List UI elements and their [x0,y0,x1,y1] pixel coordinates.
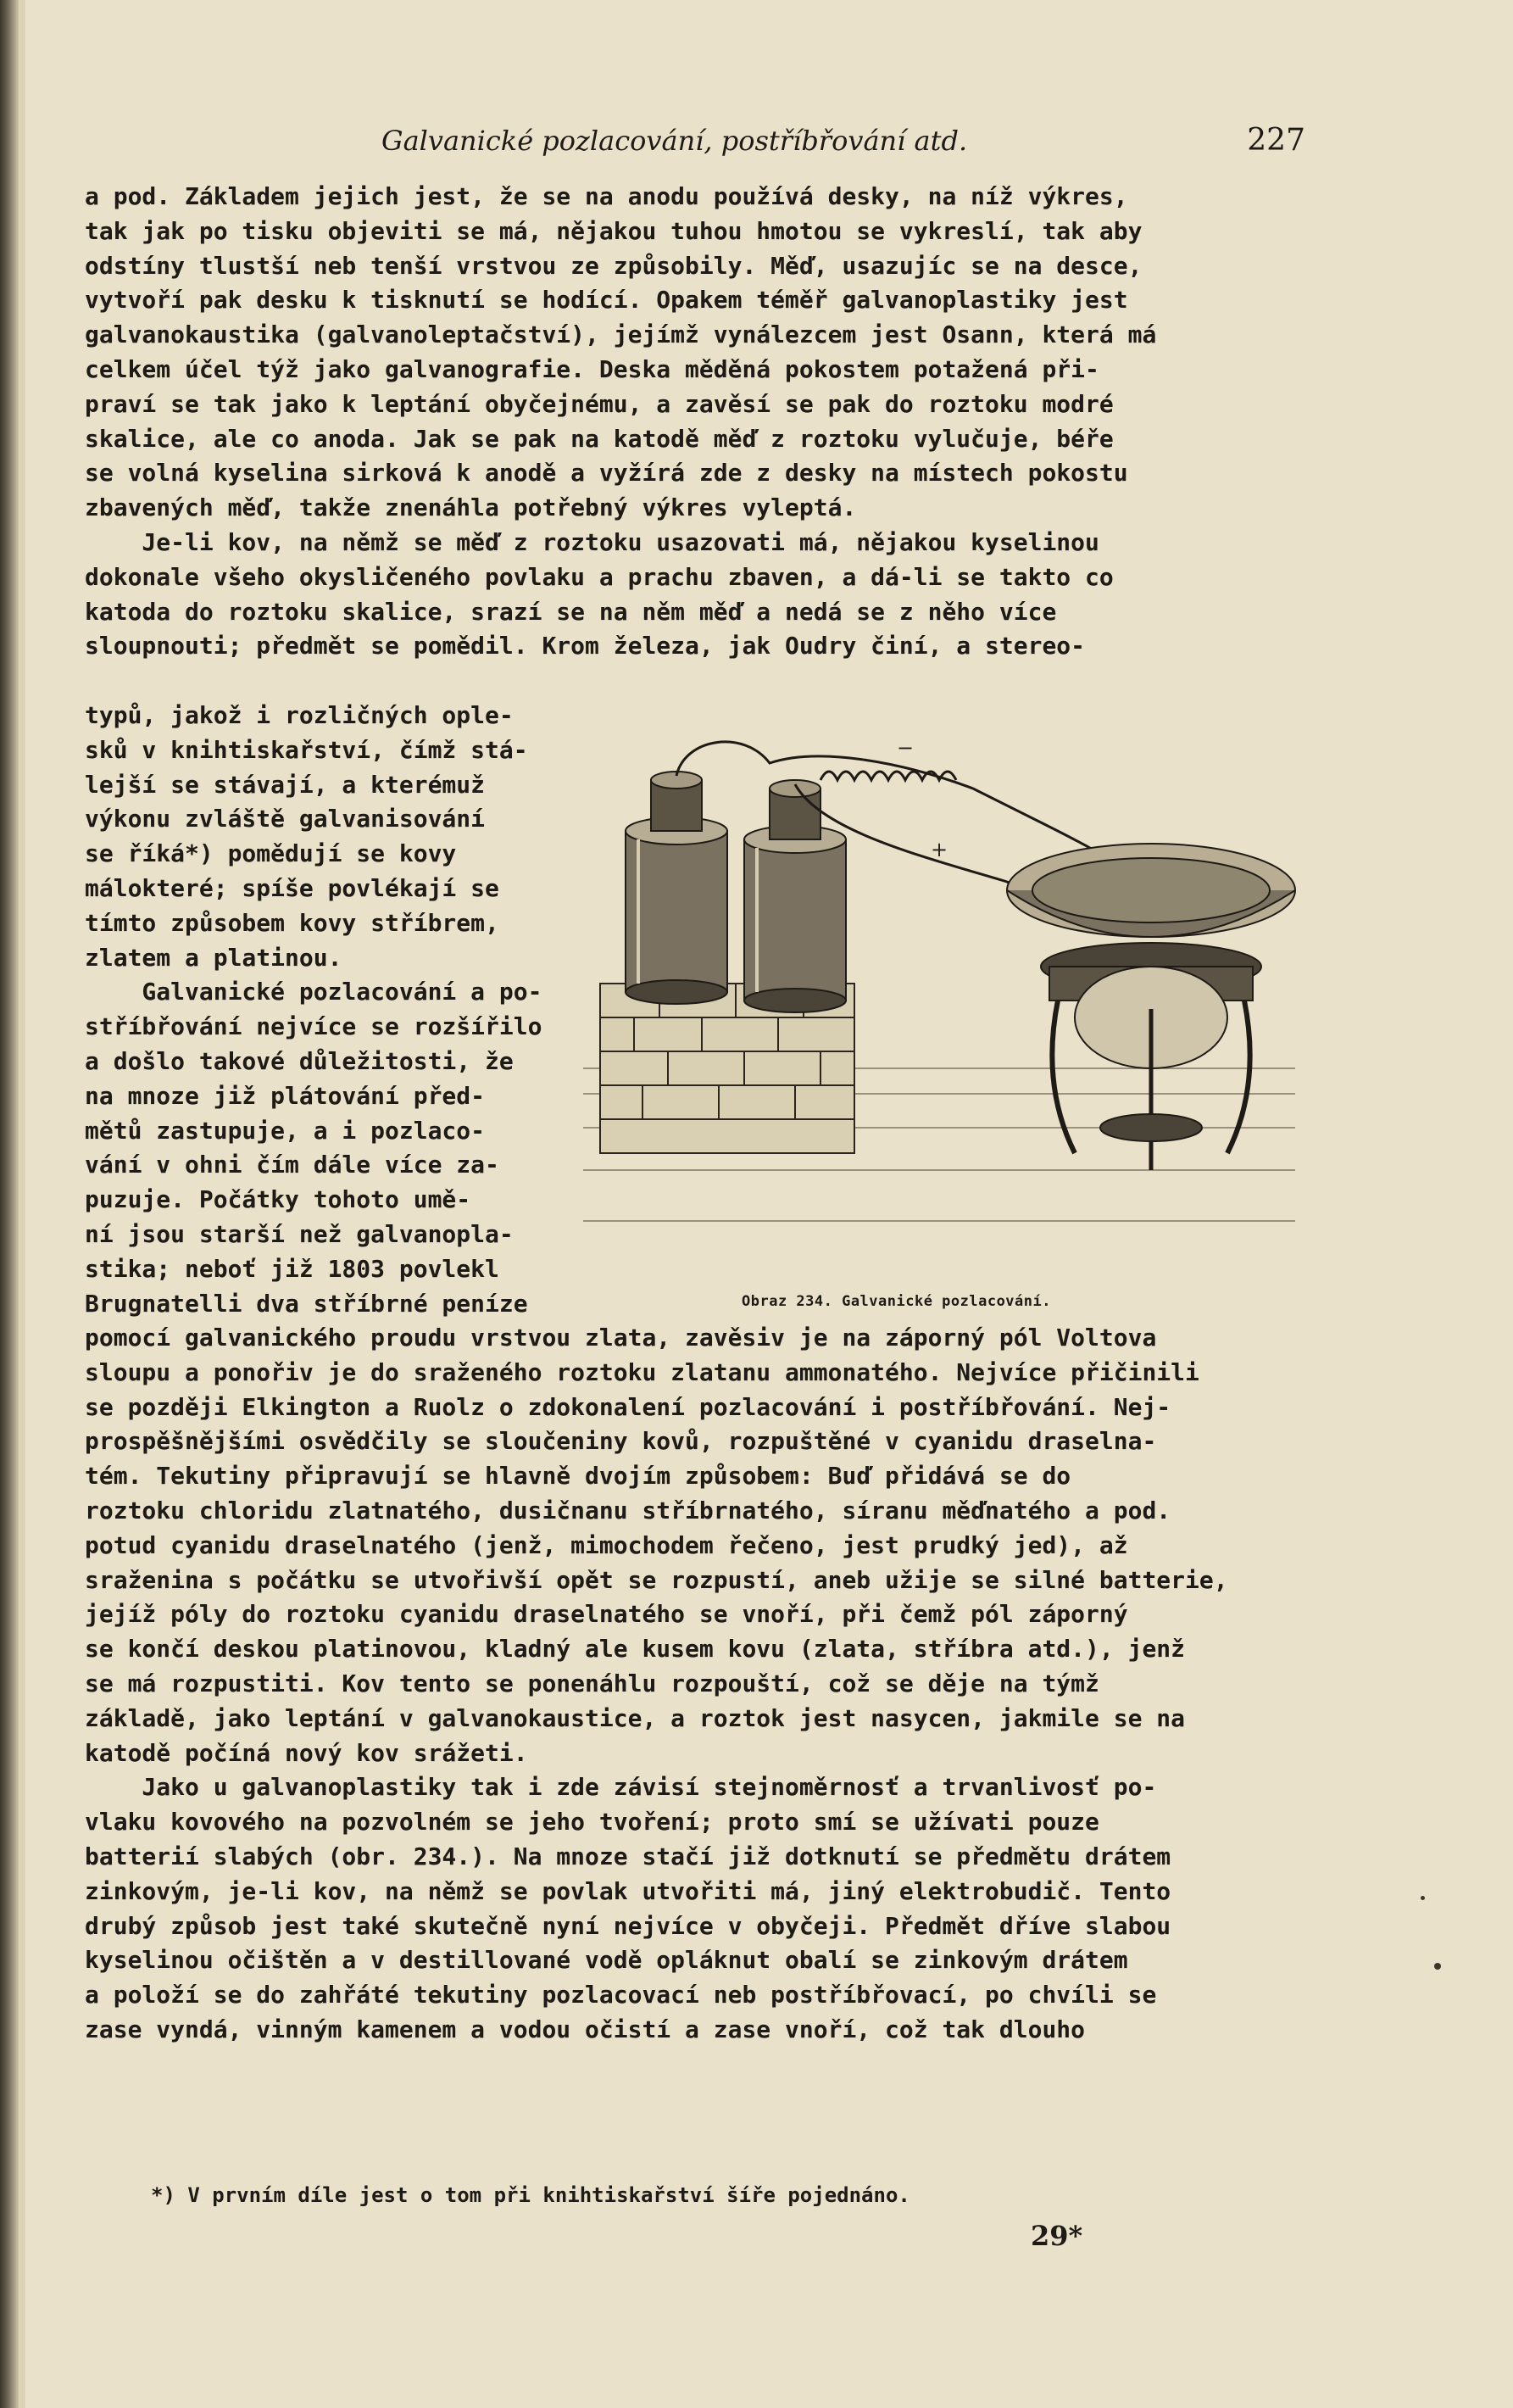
text-line: skalice, ale co anoda. Jak se pak na katodě měď z roztoku vylučuje, béře [85,424,1114,453]
text-line: a položí se do zahřáté tekutiny pozlacovací neb postříbřovací, po chvíli se [85,1981,1157,2009]
text-line: drubý způsob jest také skutečně nyní nejvíce v obyčeji. Předmět dříve slabou [85,1911,1171,1940]
text-line: mětů zastupuje, a i pozlaco- [85,1116,486,1145]
text-line: zinkovým, je-li kov, na němž se povlak utvořiti má, jiný elektrobudič. Tento [85,1876,1171,1905]
text-line: dokonale všeho okysličeného povlaku a prachu zbaven, a dá-li se takto co [85,562,1114,591]
text-block-bottom [85,1321,1307,2048]
text-line: se volná kyselina sirková k anodě a vyžírá zde z desky na místech pokostu [85,459,1128,488]
text-line: odstíny tlustší neb tenší vrstvou ze způsobily. Měď, usazujíc se na desce, [85,251,1143,280]
text-line: vlaku kovového na pozvolném se jeho tvoření; proto smí se užívati pouze [85,1808,1099,1837]
text-line: tímto způsobem kovy stříbrem, [85,908,499,937]
text-line: se má rozpustiti. Kov tento se ponenáhlu rozpouští, což se děje na týmž [85,1669,1099,1697]
signature-mark: 29* [1031,2220,1083,2252]
text-line: a pod. Základem jejich jest, že se na anodu používá desky, na níž výkres, [85,182,1128,210]
text-line: kyselinou očištěn a v destillované vodě opláknut obalí se zinkovým drátem [85,1946,1128,1975]
text-line: stika; neboť již 1803 povlekl [85,1254,499,1283]
text-line: se říká*) pomědují se kovy [85,839,457,868]
text-line: celkem účel týž jako galvanografie. Deska měděná pokostem potažená při- [85,354,1099,383]
text-line: vání v ohni čím dále více za- [85,1151,499,1179]
text-line: roztoku chloridu zlatnatého, dusičnanu stříbrnatého, síranu měďnatého a pod. [85,1496,1171,1525]
text-line: batterií slabých (obr. 234.). Na mnoze stačí již dotknutí se předmětu drátem [85,1842,1171,1870]
text-line: praví se tak jako k leptání obyčejnému, a zavěsí se pak do roztoku modré [85,389,1114,418]
text-line: na mnoze již plátování před- [85,1081,486,1110]
text-line: výkonu zvláště galvanisování [85,805,486,833]
text-line: vytvoří pak desku k tisknutí se hodící. Opakem téměř galvanoplastiky jest [85,286,1128,315]
text-line: katodě počíná nový kov srážeti. [85,1738,528,1767]
text-block-top [85,180,1307,664]
text-line: typů, jakož i rozličných ople- [85,701,514,729]
figure-caption: Obraz 234. Galvanické pozlacování. [742,1293,1051,1310]
running-title: Galvanické pozlacování, postříbřování atd. [381,125,968,157]
plus-label: + [931,838,948,861]
text-line: málokteré; spíše povlékají se [85,873,499,902]
text-line: stříbřování nejvíce se rozšířilo [85,1012,542,1041]
text-line: se končí deskou platinovou, kladný ale kusem kovu (zlata, stříbra atd.), jenž [85,1635,1186,1664]
speck-mark [1421,1896,1425,1900]
figure-gilding-apparatus [566,729,1310,1272]
text-line: potud cyanidu draselnatého (jenž, mimochodem řečeno, jest prudký jed), až [85,1530,1128,1559]
text-line: prospěšnějšími osvědčily se sloučeniny kovů, rozpuštěné v cyanidu draselna- [85,1427,1157,1456]
page-gutter-shadow [0,0,19,2408]
page-number: 227 [1247,123,1305,158]
text-line: sků v knihtiskařství, čímž stá- [85,735,528,764]
text-line: tém. Tekutiny připravují se hlavně dvojím způsobem: Buď přidává se do [85,1462,1071,1491]
engraving-illustration [566,729,1310,1272]
text-line: katoda do roztoku skalice, srazí se na něm měď a nedá se z něho více [85,597,1057,626]
text-line: Galvanické pozlacování a po- [85,978,542,1006]
running-header [85,117,1305,164]
text-line: Brugnatelli dva stříbrné peníze [85,1289,528,1318]
text-line: sraženina s počátku se utvořivší opět se rozpustí, aneb užije se silné batterie, [85,1565,1228,1594]
text-line: jejíž póly do roztoku cyanidu draselnatého se vnoří, při čemž pól záporný [85,1600,1128,1629]
text-line: sloupu a ponořiv je do sraženého roztoku zlatanu ammonatého. Nejvíce přičinili [85,1357,1199,1386]
text-line: a došlo takové důležitosti, že [85,1046,514,1075]
text-line: zase vyndá, vinným kamenem a vodou očistí a zase vnoří, což tak dlouho [85,2015,1086,2043]
text-line: ní jsou starší než galvanopla- [85,1219,514,1248]
text-line: se později Elkington a Ruolz o zdokonalení pozlacování i postříbřování. Nej- [85,1392,1171,1421]
text-line: zlatem a platinou. [85,943,342,972]
text-line: galvanokaustika (galvanoleptačství), jejímž vynálezcem jest Osann, která má [85,321,1157,349]
text-line: puzuje. Počátky tohoto umě- [85,1185,471,1214]
speck-mark [1434,1963,1441,1970]
text-line: tak jak po tisku objeviti se má, nějakou tuhou hmotou se vykreslí, tak aby [85,216,1143,245]
text-line: základě, jako leptání v galvanokaustice, a roztok jest nasycen, jakmile se na [85,1703,1186,1732]
minus-label: − [897,736,915,760]
footnote: *) V prvním díle jest o tom při knihtiskařství šíře pojednáno. [151,2183,910,2207]
text-line: zbavených měď, takže znenáhla potřebný výkres vyleptá. [85,493,857,522]
text-line: Je-li kov, na němž se měď z roztoku usazovati má, nějakou kyselinou [85,527,1099,556]
page-gutter-edge [19,0,25,2408]
text-line: sloupnouti; předmět se pomědil. Krom železa, jak Oudry činí, a stereo- [85,632,1086,661]
text-line: pomocí galvanického proudu vrstvou zlata, zavěsiv je na záporný pól Voltova [85,1324,1157,1352]
text-line: Jako u galvanoplastiky tak i zde závisí stejnoměrnosť a trvanlivosť po- [85,1773,1157,1802]
text-line: lejší se stávají, a kterémuž [85,770,486,799]
